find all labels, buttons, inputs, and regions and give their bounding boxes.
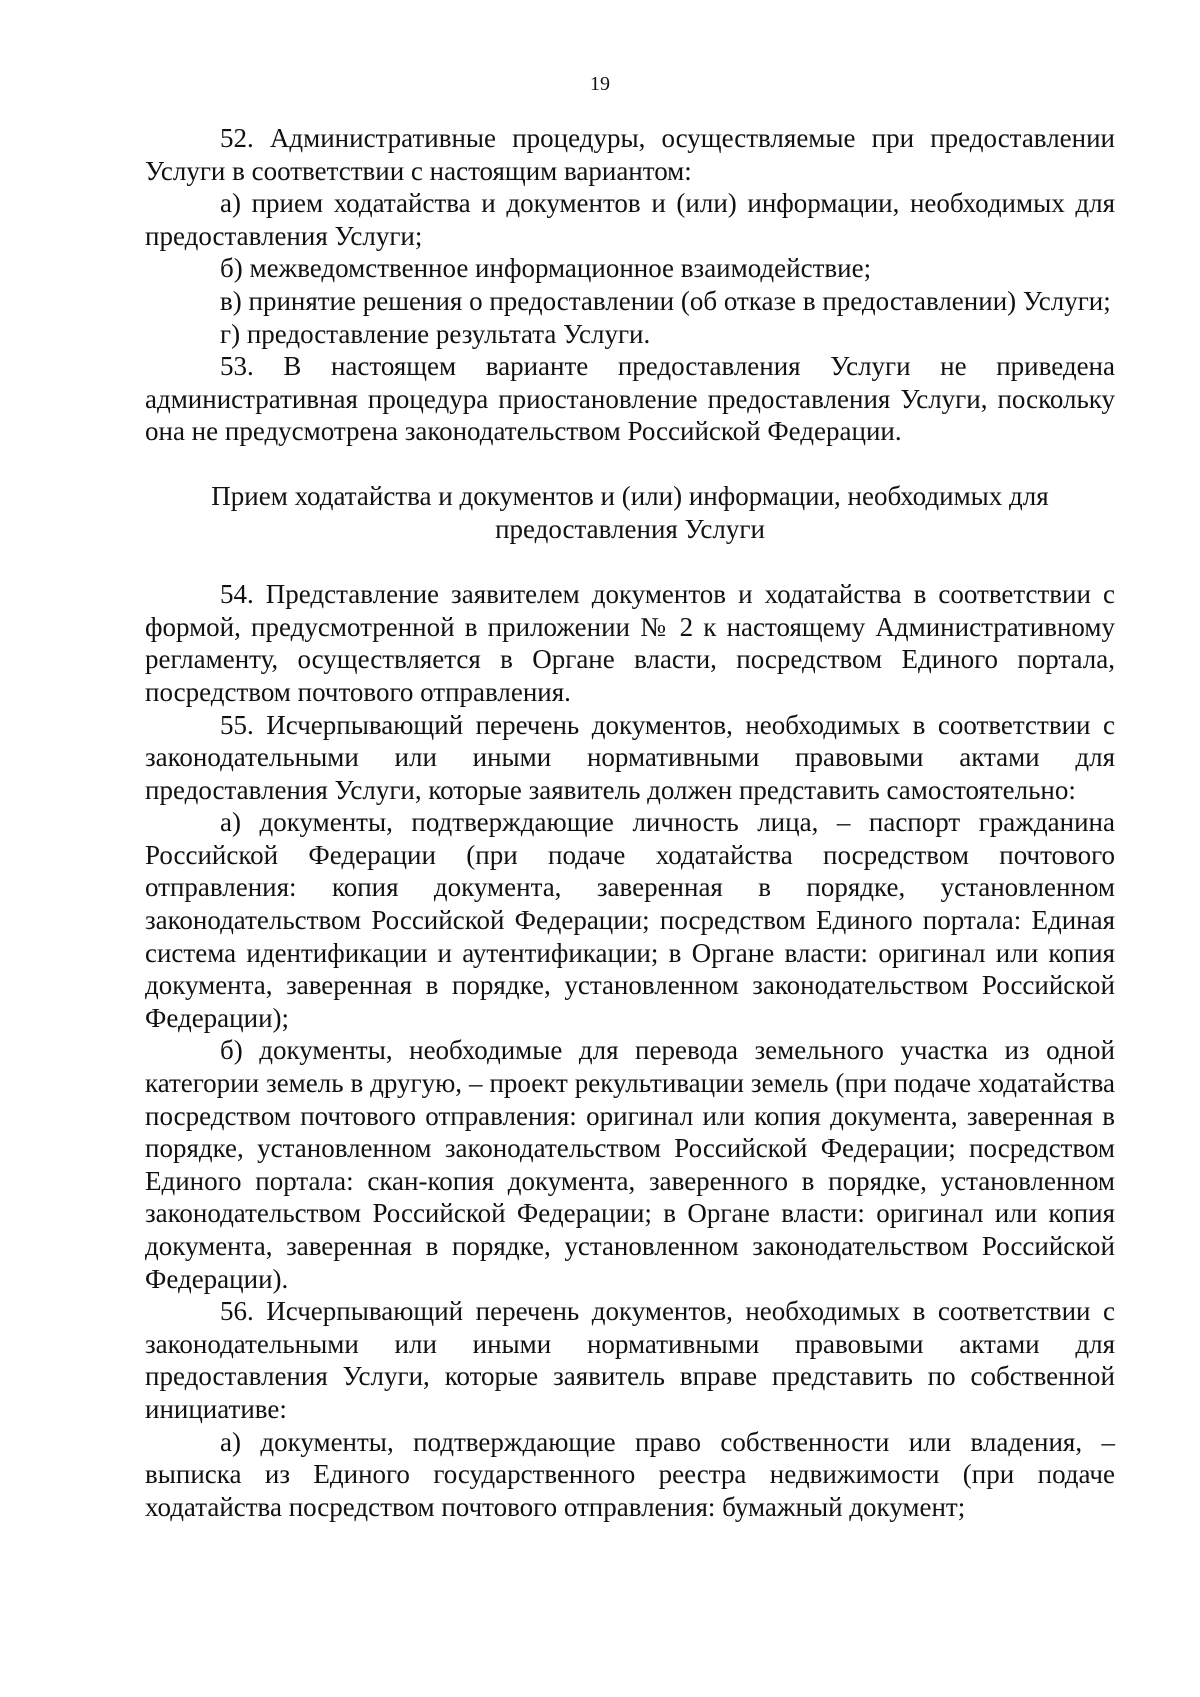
paragraph-56: 56. Исчерпывающий перечень документов, необходимых в соответствии с законодательными или иными нормативными правовыми актами для предоставления Услуги, которые заявитель вправе представить по собственной инициативе: [145,1296,1115,1424]
list-item-55b: б) документы, необходимые для перевода земельного участка из одной категории земель в другую, – проект рекультивации земель (при подаче ходатайства посредством почтового отправления: оригинал или копия документа, заверенная в порядке, установленном законодательством Российской Федерации; посредством Единого портала: скан-копия документа, заверенного в порядке, установленном законодательством Российской Федерации; в Органе власти: оригинал или копия документа, заверенная в порядке, установленном законодательством Российской Федерации). [145,1035,1115,1294]
list-item-52v: в) принятие решения о предоставлении (об отказе в предоставлении) Услуги; [220,285,1111,316]
list-item-52b: б) межведомственное информационное взаимодействие; [220,253,872,284]
page-number: 19 [590,73,610,95]
section-heading [145,480,1115,545]
section-heading-line-2: предоставления Услуги [495,513,765,544]
paragraph-53: 53. В настоящем варианте предоставления Услуги не приведена административная процедура приостановление предоставления Услуги, поскольку она не предусмотрена законодательством Российской Федерации. [145,351,1115,447]
section-heading-line-1: Прием ходатайства и документов и (или) информации, необходимых для [211,480,1049,511]
list-item-55a: а) документы, подтверждающие личность лица, – паспорт гражданина Российской Федерации (при подаче ходатайства посредством почтового отправления: копия документа, заверенная в порядке, установленном законодательством Российской Федерации; посредством Единого портала: Единая система идентификации и аутентификации; в Органе власти: оригинал или копия документа, заверенная в порядке, установленном законодательством Российской Федерации); [145,807,1115,1033]
spacer [145,545,1115,578]
list-item-52a: а) прием ходатайства и документов и (или) информации, необходимых для предоставления Услуги; [145,188,1115,251]
paragraph-52: 52. Административные процедуры, осуществляемые при предоставлении Услуги в соответствии с настоящим вариантом: [145,123,1115,186]
list-item-56a: а) документы, подтверждающие право собственности или владения, – выписка из Единого государственного реестра недвижимости (при подаче ходатайства посредством почтового отправления: бумажный документ; [145,1426,1115,1522]
paragraph-54: 54. Представление заявителем документов и ходатайства в соответствии с формой, предусмотренной в приложении № 2 к настоящему Административному регламенту, осуществляется в Органе власти, посредством Единого портала, посредством почтового отправления. [145,579,1115,707]
list-item-52g: г) предоставление результата Услуги. [220,318,651,349]
spacer [145,448,1115,480]
document-body [145,122,1115,1523]
paragraph-55: 55. Исчерпывающий перечень документов, необходимых в соответствии с законодательными или иными нормативными правовыми актами для предоставления Услуги, которые заявитель должен представить самостоятельно: [145,709,1115,805]
